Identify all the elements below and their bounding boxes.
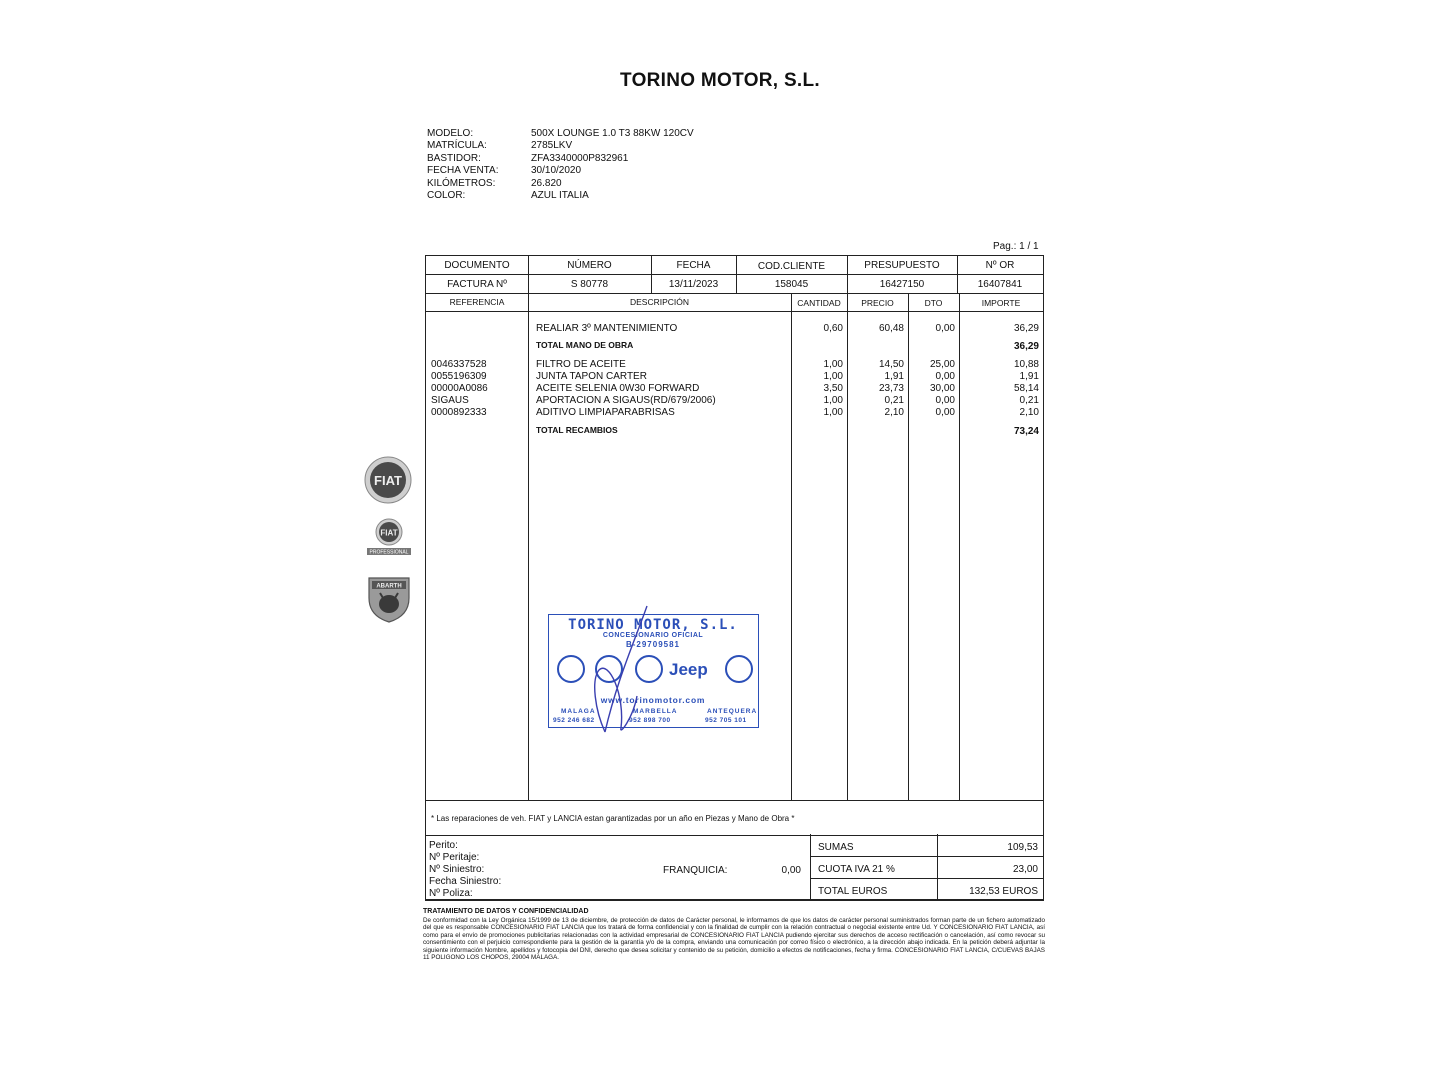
company-title: TORINO MOTOR, S.L. (620, 70, 820, 91)
stamp-web: www.torinomotor.com (600, 695, 706, 705)
vehicle-color: AZUL ITALIA (531, 190, 589, 202)
franquicia-label: FRANQUICIA: (663, 865, 728, 876)
labor-qty: 0,60 (823, 323, 843, 334)
invoice-table (425, 255, 1044, 900)
part-dto: 30,00 (929, 383, 955, 394)
part-dto: 0,00 (935, 407, 955, 418)
parts-total-value: 73,24 (1013, 426, 1039, 437)
stamp-name: TORINO MOTOR, S.L. (568, 617, 738, 633)
part-ref: 0046337528 (431, 359, 487, 370)
vehicle-label: BASTIDOR: (427, 152, 481, 164)
header-documento: DOCUMENTO (444, 260, 510, 271)
warranty-note: * Las reparaciones de veh. FIAT y LANCIA estan garantizadas por un año en Piezas y Mano de Obra * (431, 814, 795, 823)
vehicle-model: 500X LOUNGE 1.0 T3 88KW 120CV (531, 128, 694, 139)
col-importe: IMPORTE (981, 298, 1021, 308)
doc-type: FACTURA Nº (447, 279, 507, 290)
vehicle-label: COLOR: (427, 190, 466, 202)
labor-desc: REALIAR 3º MANTENIMIENTO (536, 323, 678, 334)
stamp-subtitle: CONCESIONARIO OFICIAL (602, 632, 704, 639)
vehicle-label: KILÓMETROS: (427, 177, 496, 189)
part-dto: 0,00 (935, 371, 955, 382)
labor-price: 60,48 (878, 323, 904, 334)
iva-label: CUOTA IVA 21 % (818, 864, 895, 875)
total-euros-value: 132,53 EUROS (969, 886, 1038, 897)
stamp-city: MARBELLA (633, 708, 678, 715)
abarth-logo (366, 574, 412, 629)
summary-box (425, 834, 1044, 901)
vehicle-values (531, 128, 694, 202)
stamp-city: ANTEQUERA (707, 708, 758, 715)
franquicia-value: 0,00 (781, 865, 801, 876)
part-amount: 0,21 (1019, 395, 1039, 406)
part-qty: 3,50 (823, 383, 843, 394)
fiat-professional-logo-text: FIAT (380, 528, 398, 538)
col-precio: PRECIO (861, 298, 894, 308)
vehicle-label: FECHA VENTA: (427, 165, 499, 177)
parts-total-label: TOTAL RECAMBIOS (536, 425, 618, 435)
stamp-city: MALAGA (561, 708, 596, 715)
privacy-title: TRATAMIENTO DE DATOS Y CONFIDENCIALIDAD (423, 908, 589, 915)
part-dto: 0,00 (935, 395, 955, 406)
insurance-siniestro-label: Nº Siniestro: (429, 864, 485, 875)
invoice-date: 13/11/2023 (668, 279, 719, 290)
insurance-fecha-label: Fecha Siniestro: (429, 876, 502, 887)
labor-total-label: TOTAL MANO DE OBRA (536, 340, 634, 350)
iva-value: 23,00 (1012, 864, 1038, 875)
total-euros-label: TOTAL EUROS (818, 886, 888, 897)
budget-number: 16427150 (879, 279, 925, 290)
labor-amount: 36,29 (1013, 323, 1039, 334)
fiat-professional-logo (366, 517, 412, 564)
header-fecha: FECHA (676, 260, 711, 271)
insurance-peritaje-label: Nº Peritaje: (429, 852, 480, 863)
part-qty: 1,00 (823, 359, 843, 370)
part-qty: 1,00 (823, 407, 843, 418)
fiat-professional-caption: PROFESSIONAL (369, 549, 409, 556)
signature (585, 600, 665, 740)
col-cantidad: CANTIDAD (797, 298, 841, 308)
alfa-romeo-icon (557, 655, 585, 683)
col-descripcion: DESCRIPCIÓN (629, 297, 690, 307)
sumas-value: 109,53 (1007, 842, 1038, 853)
stamp-cif: B-29709581 (625, 640, 681, 649)
client-code: 158045 (774, 279, 809, 290)
part-amount: 2,10 (1019, 407, 1039, 418)
part-amount: 1,91 (1019, 371, 1039, 382)
abarth-icon (725, 655, 753, 683)
part-desc: JUNTA TAPON CARTER (536, 371, 647, 382)
stamp-phone: 952 246 682 (553, 717, 595, 724)
part-amount: 10,88 (1013, 359, 1039, 370)
labor-total-value: 36,29 (1013, 341, 1039, 352)
stamp-phone: 952 898 700 (629, 717, 671, 724)
header-presupuesto: PRESUPUESTO (864, 260, 940, 271)
jeep-logo: Jeep (669, 660, 708, 679)
or-number: 16407841 (977, 279, 1023, 290)
part-desc: FILTRO DE ACEITE (536, 359, 626, 370)
part-price: 1,91 (884, 371, 904, 382)
sumas-label: SUMAS (818, 842, 854, 853)
header-cod-cliente: COD.CLIENTE (757, 261, 826, 272)
part-price: 2,10 (884, 407, 904, 418)
labor-dto: 0,00 (935, 323, 955, 334)
fiat-logo-text: FIAT (374, 473, 402, 488)
fiat-logo (364, 456, 412, 509)
part-qty: 1,00 (823, 395, 843, 406)
privacy-text: De conformidad con la Ley Orgánica 15/1999 de 13 de diciembre, de protección de datos de Carácter personal, le informamos de que los datos de carácter personal suministrados forman parte de un fichero automatizado del que es responsable CONCESIONARIO FIAT LANCIA que los tratará de forma confidencial y con la finalidad de cumplir con la relación contractual o negocial existente entre Ud. Y CONCESIONARIO FIAT LANCIA, así como para el envío de promociones publicitarias relacionadas con la actividad empresarial de CONCESIONARIO FIAT LANCIA pudiendo ejercitar sus derechos de acceso rectificación o cancelación, así como revocar su consentimiento con el perjuicio correspondiente para la gestión de la garantía y/o de la compra, enviando una comunicación por correo físico o electrónico, a la dirección abajo indicada. En la petición deberá adjuntar la siguiente información Nombre, apellidos y fotocopia del DNI, derecho que desea solicitar y contenido de su petición, domicilio a efectos de notificaciones, fecha y firma. CONCESIONARIO FIAT LANCIA, C/CUEVAS BAJAS 11 POLIGONO LOS CHOPOS, 29004 MALAGA. (423, 917, 1045, 962)
invoice-number: S 80778 (570, 279, 609, 290)
abarth-logo-text: ABARTH (376, 583, 402, 590)
part-desc: ADITIVO LIMPIAPARABRISAS (536, 407, 675, 418)
part-qty: 1,00 (823, 371, 843, 382)
vehicle-sale-date: 30/10/2020 (531, 165, 582, 177)
part-price: 0,21 (884, 395, 904, 406)
part-amount: 58,14 (1013, 383, 1039, 394)
part-desc: ACEITE SELENIA 0W30 FORWARD (536, 383, 700, 394)
header-nor: Nº OR (985, 260, 1015, 271)
vehicle-label: MODELO: (427, 128, 474, 139)
vehicle-vin: ZFA3340000P832961 (531, 152, 629, 164)
part-ref: SIGAUS (431, 395, 469, 406)
vehicle-plate: 2785LKV (531, 140, 573, 152)
insurance-poliza-label: Nº Poliza: (429, 888, 473, 899)
stamp-phone: 952 705 101 (705, 717, 747, 724)
header-numero: NÚMERO (567, 260, 612, 271)
part-ref: 0000892333 (431, 407, 487, 418)
part-ref: 0055196309 (431, 371, 487, 382)
vehicle-label: MATRÍCULA: (427, 140, 487, 152)
part-price: 14,50 (878, 359, 904, 370)
col-dto: DTO (924, 298, 943, 308)
part-dto: 25,00 (929, 359, 955, 370)
insurance-perito-label: Perito: (429, 840, 458, 851)
part-desc: APORTACION A SIGAUS(RD/679/2006) (536, 395, 716, 406)
part-ref: 00000A0086 (431, 383, 488, 394)
vehicle-km: 26.820 (531, 177, 562, 189)
page-number: Pag.: 1 / 1 (993, 241, 1039, 252)
part-price: 23,73 (878, 383, 904, 394)
col-referencia: REFERENCIA (449, 297, 505, 307)
vehicle-labels (427, 128, 499, 202)
